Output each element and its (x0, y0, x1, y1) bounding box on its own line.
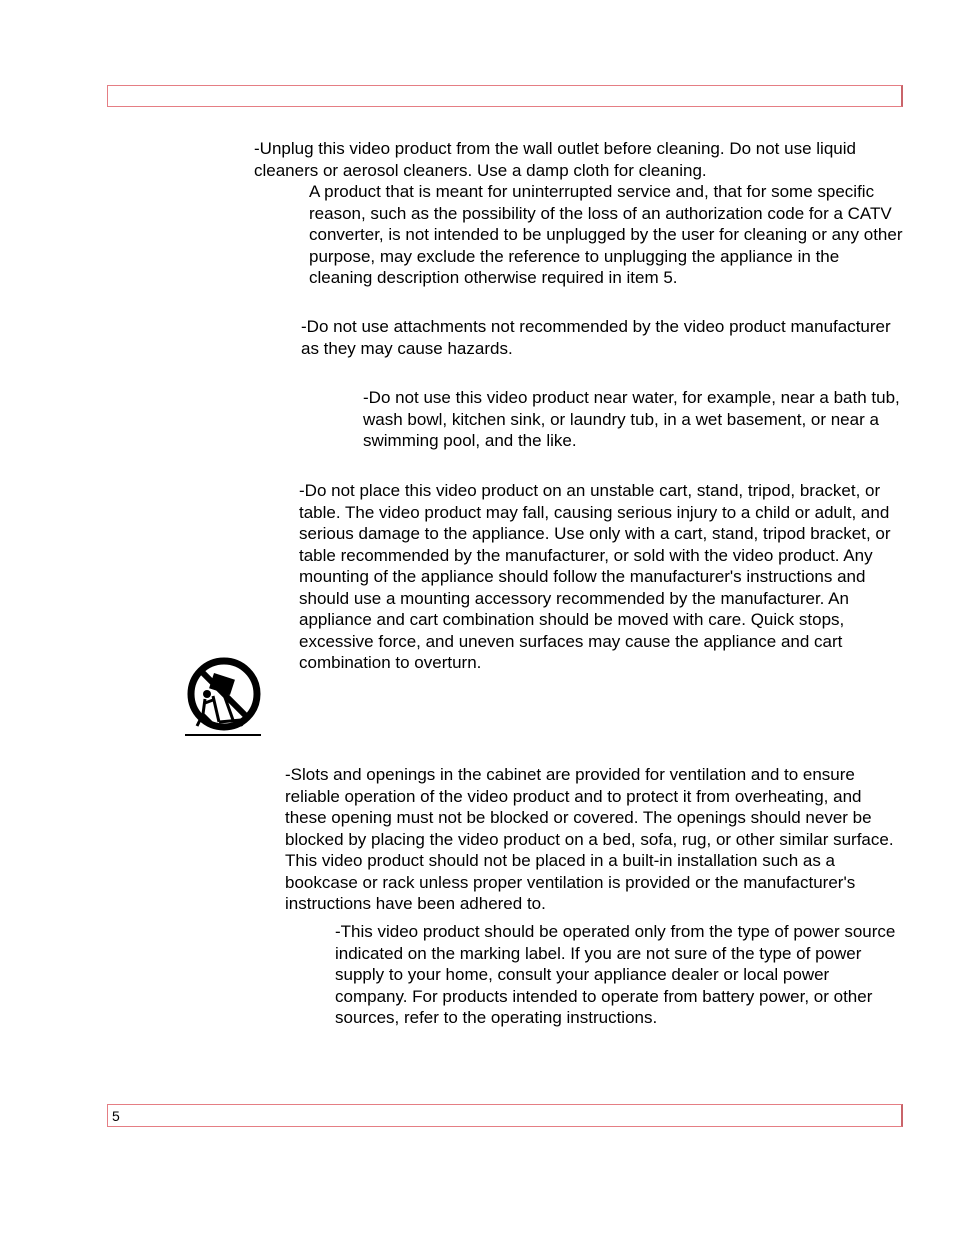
page-number: 5 (112, 1108, 120, 1124)
ventilation-text: -Slots and openings in the cabinet are provided for ventilation and to ensure reliable operation of the video product and to protect it from overheating, and these opening must not be blocked or covered. The openings should never be blocked by placing the video product on a bed, sofa, rug, or other similar surface. This video product should not be placed in a built-in installation such as a bookcase or rack unless proper ventilation is provided or the manufacturer's instructions have been adhered to. (285, 765, 894, 913)
power-sources-text: -This video product should be operated only from the type of power source indicated on the marking label. If you are not sure of the type of power supply to your home, consult your appliance dealer or local power company. For products intended to operate from battery power, or other sources, refer to the operating instructions. (335, 922, 896, 1027)
water-text: -Do not use this video product near water, for example, near a bath tub, wash bowl, kitchen sink, or laundry tub, in a wet basement, or near a swimming pool, and the like. (363, 388, 900, 450)
accessories-text: -Do not place this video product on an unstable cart, stand, tripod, bracket, or table. The video product may fall, causing serious injury to a child or adult, and serious damage to the appliance. Use only with a cart, stand, tripod bracket, or table recommended by the manufacturer, or sold with the video product. Any mounting of the appliance should follow the manufacturer's instructions and should use a mounting accessory recommended by the manufacturer. An appliance and cart combination should be moved with care. Quick stops, excessive force, and uneven surfaces may cause the appliance and cart combination to overturn. (299, 481, 891, 672)
attachments-section (168, 316, 903, 359)
cleaning-note: A product that is meant for uninterrupted service and, that for some specific reason, such as the possibility of the loss of an authorization code for a CATV converter, is not intended to be unplugged by the user for cleaning or any other purpose, may exclude the reference to unplugging the appliance in the cleaning description otherwise required in item 5. (309, 182, 903, 287)
ventilation-section (168, 764, 903, 915)
cleaning-text: -Unplug this video product from the wall outlet before cleaning. Do not use liquid cleaners or aerosol cleaners. Use a damp cloth for cleaning. (254, 139, 856, 180)
footer-rule-box (107, 1104, 903, 1127)
cleaning-section (168, 138, 903, 289)
attachments-text: -Do not use attachments not recommended by the video product manufacturer as they may cause hazards. (301, 317, 891, 358)
accessories-section (168, 480, 903, 674)
header-rule-box (107, 85, 903, 107)
water-section (168, 387, 903, 452)
power-sources-section (168, 921, 903, 1029)
cart-tipover-warning-icon (183, 656, 263, 738)
